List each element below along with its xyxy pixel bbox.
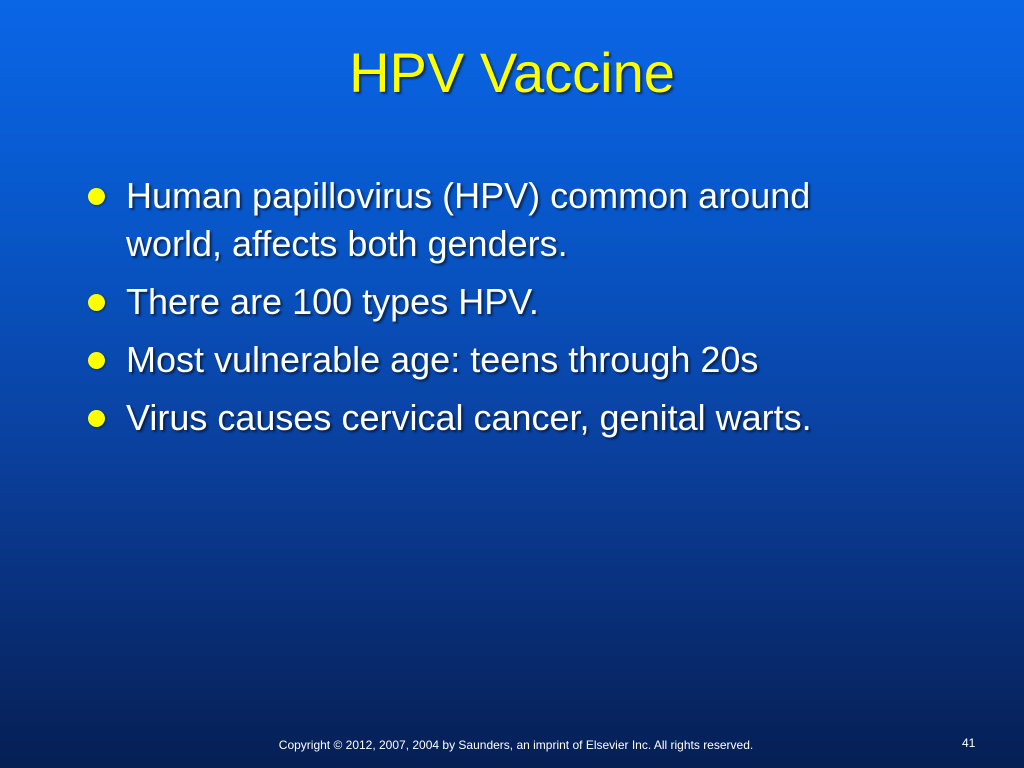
bullet-text: Human papillovirus (HPV) common around world, affects both genders. xyxy=(126,175,811,264)
bullet-text: There are 100 types HPV. xyxy=(126,281,539,322)
page-number: 41 xyxy=(962,736,976,750)
bullet-text: Virus causes cervical cancer, genital warts. xyxy=(126,397,812,438)
bullet-item xyxy=(88,278,908,326)
bullet-dot-icon xyxy=(88,188,105,205)
slide-title: HPV Vaccine xyxy=(349,41,675,104)
bullet-dot-icon xyxy=(88,294,105,311)
bullet-text: Most vulnerable age: teens through 20s xyxy=(126,339,759,380)
bullet-list xyxy=(88,172,908,452)
bullet-dot-icon xyxy=(88,352,105,369)
bullet-item xyxy=(88,172,908,268)
bullet-item xyxy=(88,394,908,442)
bullet-item xyxy=(88,336,908,384)
bullet-dot-icon xyxy=(88,410,105,427)
copyright-footer: Copyright © 2012, 2007, 2004 by Saunders, an imprint of Elsevier Inc. All rights reserved. xyxy=(278,738,754,752)
